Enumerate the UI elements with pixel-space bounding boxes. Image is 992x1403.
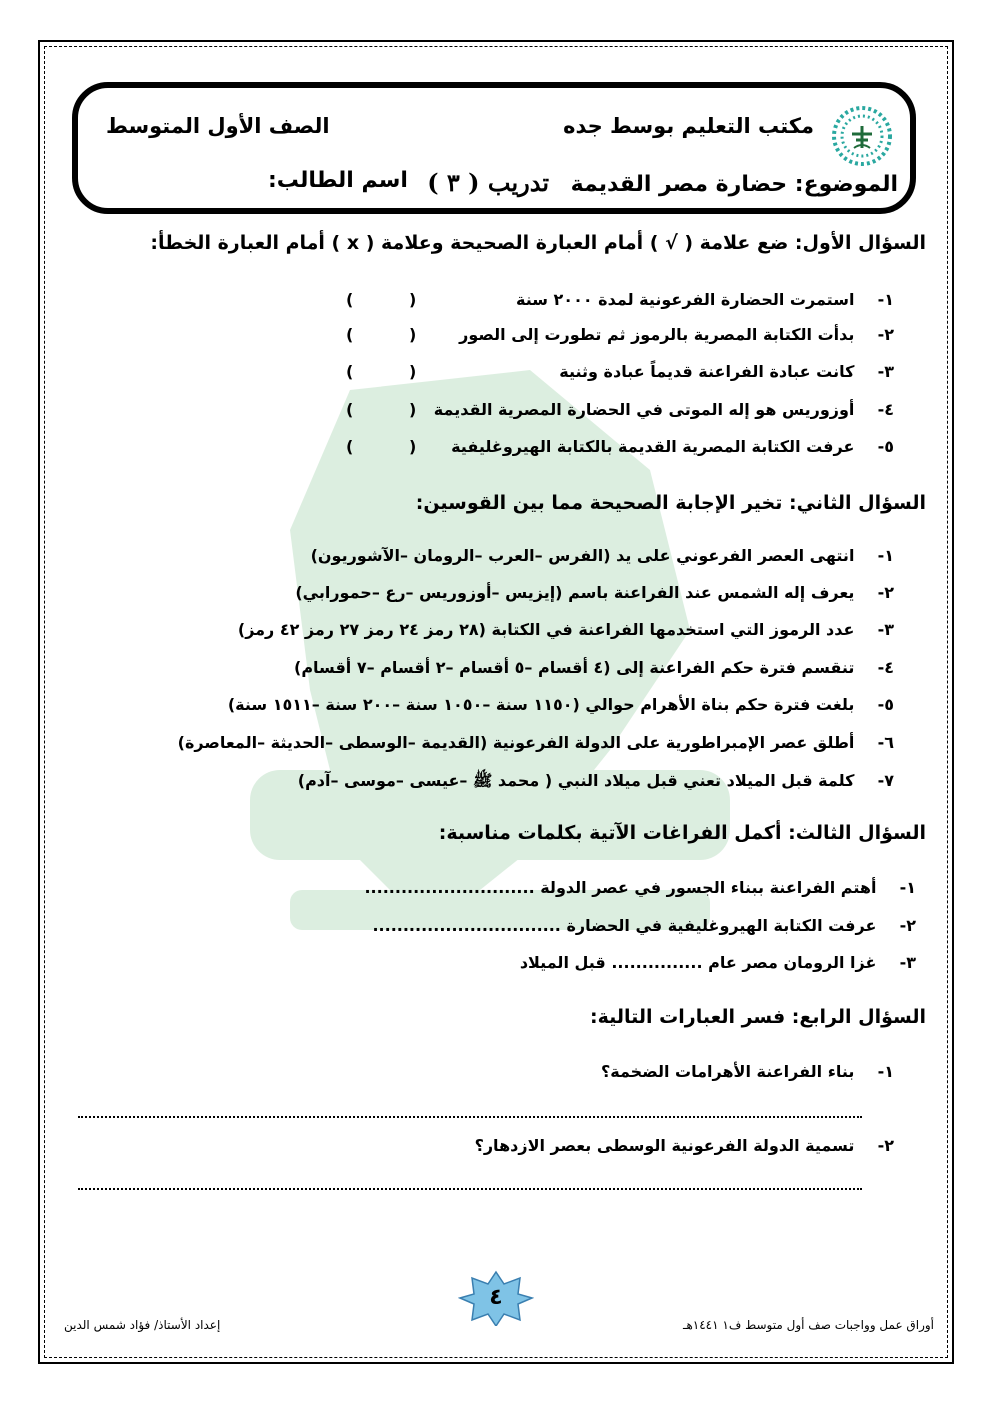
training-number: تدريب ( ٣ )	[427, 168, 549, 197]
answer-line[interactable]	[78, 1188, 862, 1190]
q2-item: ٢- يعرف إله الشمس عند الفراعنة باسم (إيزيس –أوزوريس –رع –حمورابي)	[295, 583, 894, 602]
q2-item: ٣- عدد الرموز التي استخدمها الفراعنة في الكتابة (٢٨ رمز ٢٤ رمز ٢٧ رمز ٤٢ رمز)	[237, 620, 894, 639]
q2-item: ٥- بلغت فترة حكم بناة الأهرام حوالي (١١٥٠ سنة –١٠٥٠ سنة –٢٠٠ سنة –١٥١١ سنة)	[227, 695, 894, 714]
question-3-title: السؤال الثالث: أكمل الفراغات الآتية بكلمات مناسبة:	[438, 822, 926, 844]
q4-item: ٢- تسمية الدولة الفرعونية الوسطى بعصر الازدهار؟	[474, 1136, 894, 1155]
question-1-title: السؤال الأول: ضع علامة ( √ ) أمام العبارة الصحيحة وعلامة ( x ) أمام العبارة الخطأ:	[150, 232, 926, 254]
subject-title: الموضوع: حضارة مصر القديمة	[570, 172, 898, 197]
footer-author: إعداد الأستاذ/ فؤاد شمس الدين	[64, 1318, 221, 1332]
q1-item: ١- استمرت الحضارة الفرعونية لمدة ٢٠٠٠ سنة	[515, 290, 894, 309]
q1-answer-blank[interactable]: ( )	[346, 290, 417, 309]
page-number-badge	[458, 1270, 534, 1326]
q1-item: ٤- أوزوريس هو إله الموتى في الحضارة المصرية القديمة	[433, 400, 894, 419]
q1-item: ٢- بدأت الكتابة المصرية بالرموز ثم تطورت إلى الصور	[459, 325, 894, 344]
q1-answer-blank[interactable]: ( )	[346, 325, 417, 344]
q2-item: ٧- كلمة قبل الميلاد تعني قبل ميلاد النبي ( محمد ﷺ –عيسى –موسى –آدم)	[297, 771, 894, 790]
question-4-title: السؤال الرابع: فسر العبارات التالية:	[590, 1006, 926, 1028]
answer-line[interactable]	[78, 1116, 862, 1118]
q3-item: ٢- عرفت الكتابة الهيروغليفية في الحضارة ...............................	[372, 916, 916, 935]
page-number: ٤	[489, 1285, 503, 1310]
subject-line	[413, 168, 898, 197]
question-2-title: السؤال الثاني: تخير الإجابة الصحيحة مما بين القوسين:	[415, 492, 926, 514]
q2-item: ١- انتهى العصر الفرعوني على يد (الفرس –العرب –الرومان –الآشوريون)	[310, 546, 894, 565]
header-box	[72, 82, 916, 214]
grade-label: الصف الأول المتوسط	[106, 114, 330, 138]
office-name: مكتب التعليم بوسط جده	[563, 114, 814, 138]
q1-answer-blank[interactable]: ( )	[346, 437, 417, 456]
q2-item: ٦- أطلق عصر الإمبراطورية على الدولة الفرعونية (القديمة –الوسطى –الحديثة –المعاصرة)	[177, 733, 894, 752]
q3-item: ٣- غزا الرومان مصر عام ............... قبل الميلاد	[519, 953, 916, 972]
q2-item: ٤- تنقسم فترة حكم الفراعنة إلى (٤ أقسام –٥ أقسام –٢ أقسام –٧ أقسام)	[294, 658, 894, 677]
q3-item: ١- أهتم الفراعنة ببناء الجسور في عصر الدولة ............................	[364, 878, 916, 897]
q4-item: ١- بناء الفراعنة الأهرامات الضخمة؟	[600, 1062, 894, 1081]
q1-item: ٣- كانت عبادة الفراعنة قديماً عبادة وثنية	[559, 362, 894, 381]
footer-title: أوراق عمل وواجبات صف أول متوسط ف١ ١٤٤١هـ	[682, 1318, 934, 1332]
student-name-label: اسم الطالب:	[268, 168, 408, 193]
q1-item: ٥- عرفت الكتابة المصرية القديمة بالكتابة الهيروغليفية	[451, 437, 894, 456]
q1-answer-blank[interactable]: ( )	[346, 362, 417, 381]
ministry-logo-icon	[830, 104, 894, 168]
q1-answer-blank[interactable]: ( )	[346, 400, 417, 419]
